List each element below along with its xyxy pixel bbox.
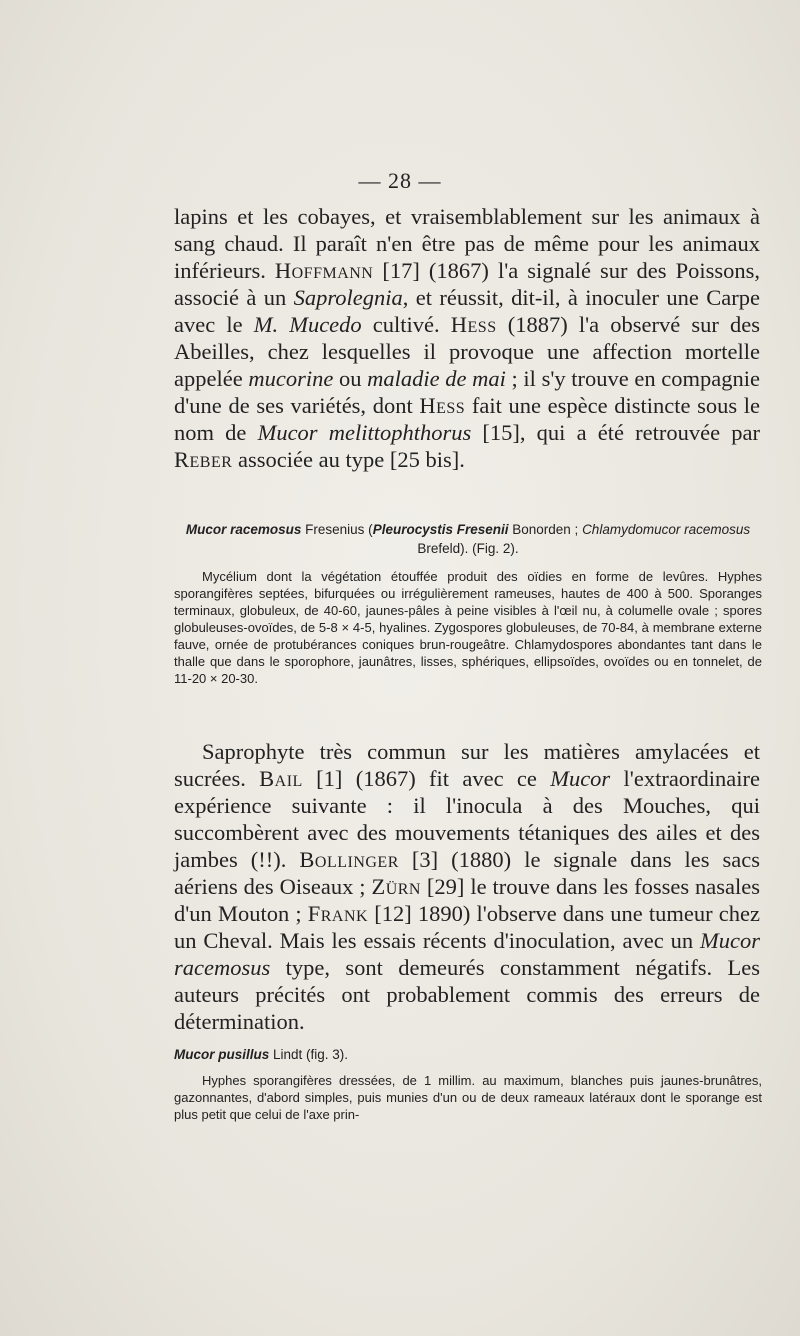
species-name-pusillus: Mucor pusillus (174, 1047, 270, 1062)
species-heading-pusillus: Mucor pusillus Lindt (fig. 3). (174, 1047, 349, 1062)
species-name-racemosus: Mucor racemosus (185, 522, 302, 537)
author-bollinger: Bollinger (299, 847, 399, 872)
author-frank: Frank (307, 901, 369, 926)
taxon-mucor-racemosus: Mucor racemosus (174, 928, 760, 980)
author-bail: Bail (259, 766, 303, 791)
paragraph-animals: lapins et les cobayes, et vraisemblablement sur les animaux à sang chaud. Il paraît n'en être pas de même pour les animaux inférieurs. Hoffmann [17] (1867) l'a signalé sur des Poissons, associé à un Saprolegnia, et réussit, dit-il, à inoculer une Carpe avec le M. Mucedo cultivé. Hess (1887) l'a observé sur des Abeilles, chez lesquelles il provoque une affection mortelle appelée mucorine ou maladie de mai ; il s'y trouve en compagnie d'une de ses variétés, dont Hess fait une espèce distincte sous le nom de Mucor melittophthorus [15], qui a été retrouvée par Reber associée au type [25 bis]. (174, 204, 760, 472)
author-hoffmann: Hoffmann (274, 258, 374, 283)
taxon-saprolegnia: Saprolegnia (293, 285, 403, 310)
taxon-m-mucedo: M. Mucedo (253, 312, 362, 337)
author-zurn: Zürn (371, 874, 421, 899)
species-description-racemosus: Mycélium dont la végétation étouffée produit des oïdies en forme de levûres. Hyphes sporangifères septées, bifurquées ou irrégulièrement rameuses, hautes de 400 à 500. Sporanges terminaux, globuleux, de 40-60, jaunes-pâles à peine visibles à l'œil nu, à columelle ovale ; spores globuleuses-ovoïdes, de 5-8 × 4-5, hyalines. Zygospores globuleuses, de 70-84, à membrane externe fauve, ornée de protubérances coniques brun-rougeâtre. Chlamydospores abondantes tant dans le thalle que dans le sporophore, jaunâtres, lisses, sphériques, ellipsoïdes, ovoïdes ou en tonnelet, de 11-20 × 20-30. (174, 569, 762, 686)
term-mucorine: mucorine (248, 366, 334, 391)
page-number: — 28 — (358, 168, 442, 193)
author-reber: Reber (174, 447, 233, 472)
species-heading-racemosus: Mucor racemosus Fresenius (Pleurocystis Fresenii Bonorden ; Chlamydomucor racemosus Brefeld). (Fig. 2). (185, 522, 751, 556)
author-hess: Hess (419, 393, 466, 418)
term-maladie-de-mai: maladie de mai (367, 366, 506, 391)
paragraph-saprophyte: Saprophyte très commun sur les matières amylacées et sucrées. Bail [1] (1867) fit avec ce Mucor l'extraordinaire expérience suivante : il l'inocula à des Mouches, qui succombèrent avec des mouvements tétaniques des ailes et des jambes (!!). Bollinger [3] (1880) le signale dans les sacs aériens des Oiseaux ; Zürn [29] le trouve dans les fosses nasales d'un Mouton ; Frank [12] 1890) l'observe dans une tumeur chez un Cheval. Mais les essais récents d'inoculation, avec un Mucor racemosus type, sont demeurés constamment négatifs. Les auteurs précités ont probablement commis des erreurs de détermination. (174, 739, 761, 1034)
taxon-mucor-melittophthorus: Mucor melittophthorus (257, 420, 472, 445)
species-description-pusillus: Hyphes sporangifères dressées, de 1 millim. au maximum, blanches puis jaunes-brunâtres, gazonnantes, d'abord simples, puis munies d'un ou de deux rameaux latéraux dont le sporange est plus petit que celui de l'axe prin- (174, 1073, 762, 1122)
author-hess: Hess (450, 312, 497, 337)
